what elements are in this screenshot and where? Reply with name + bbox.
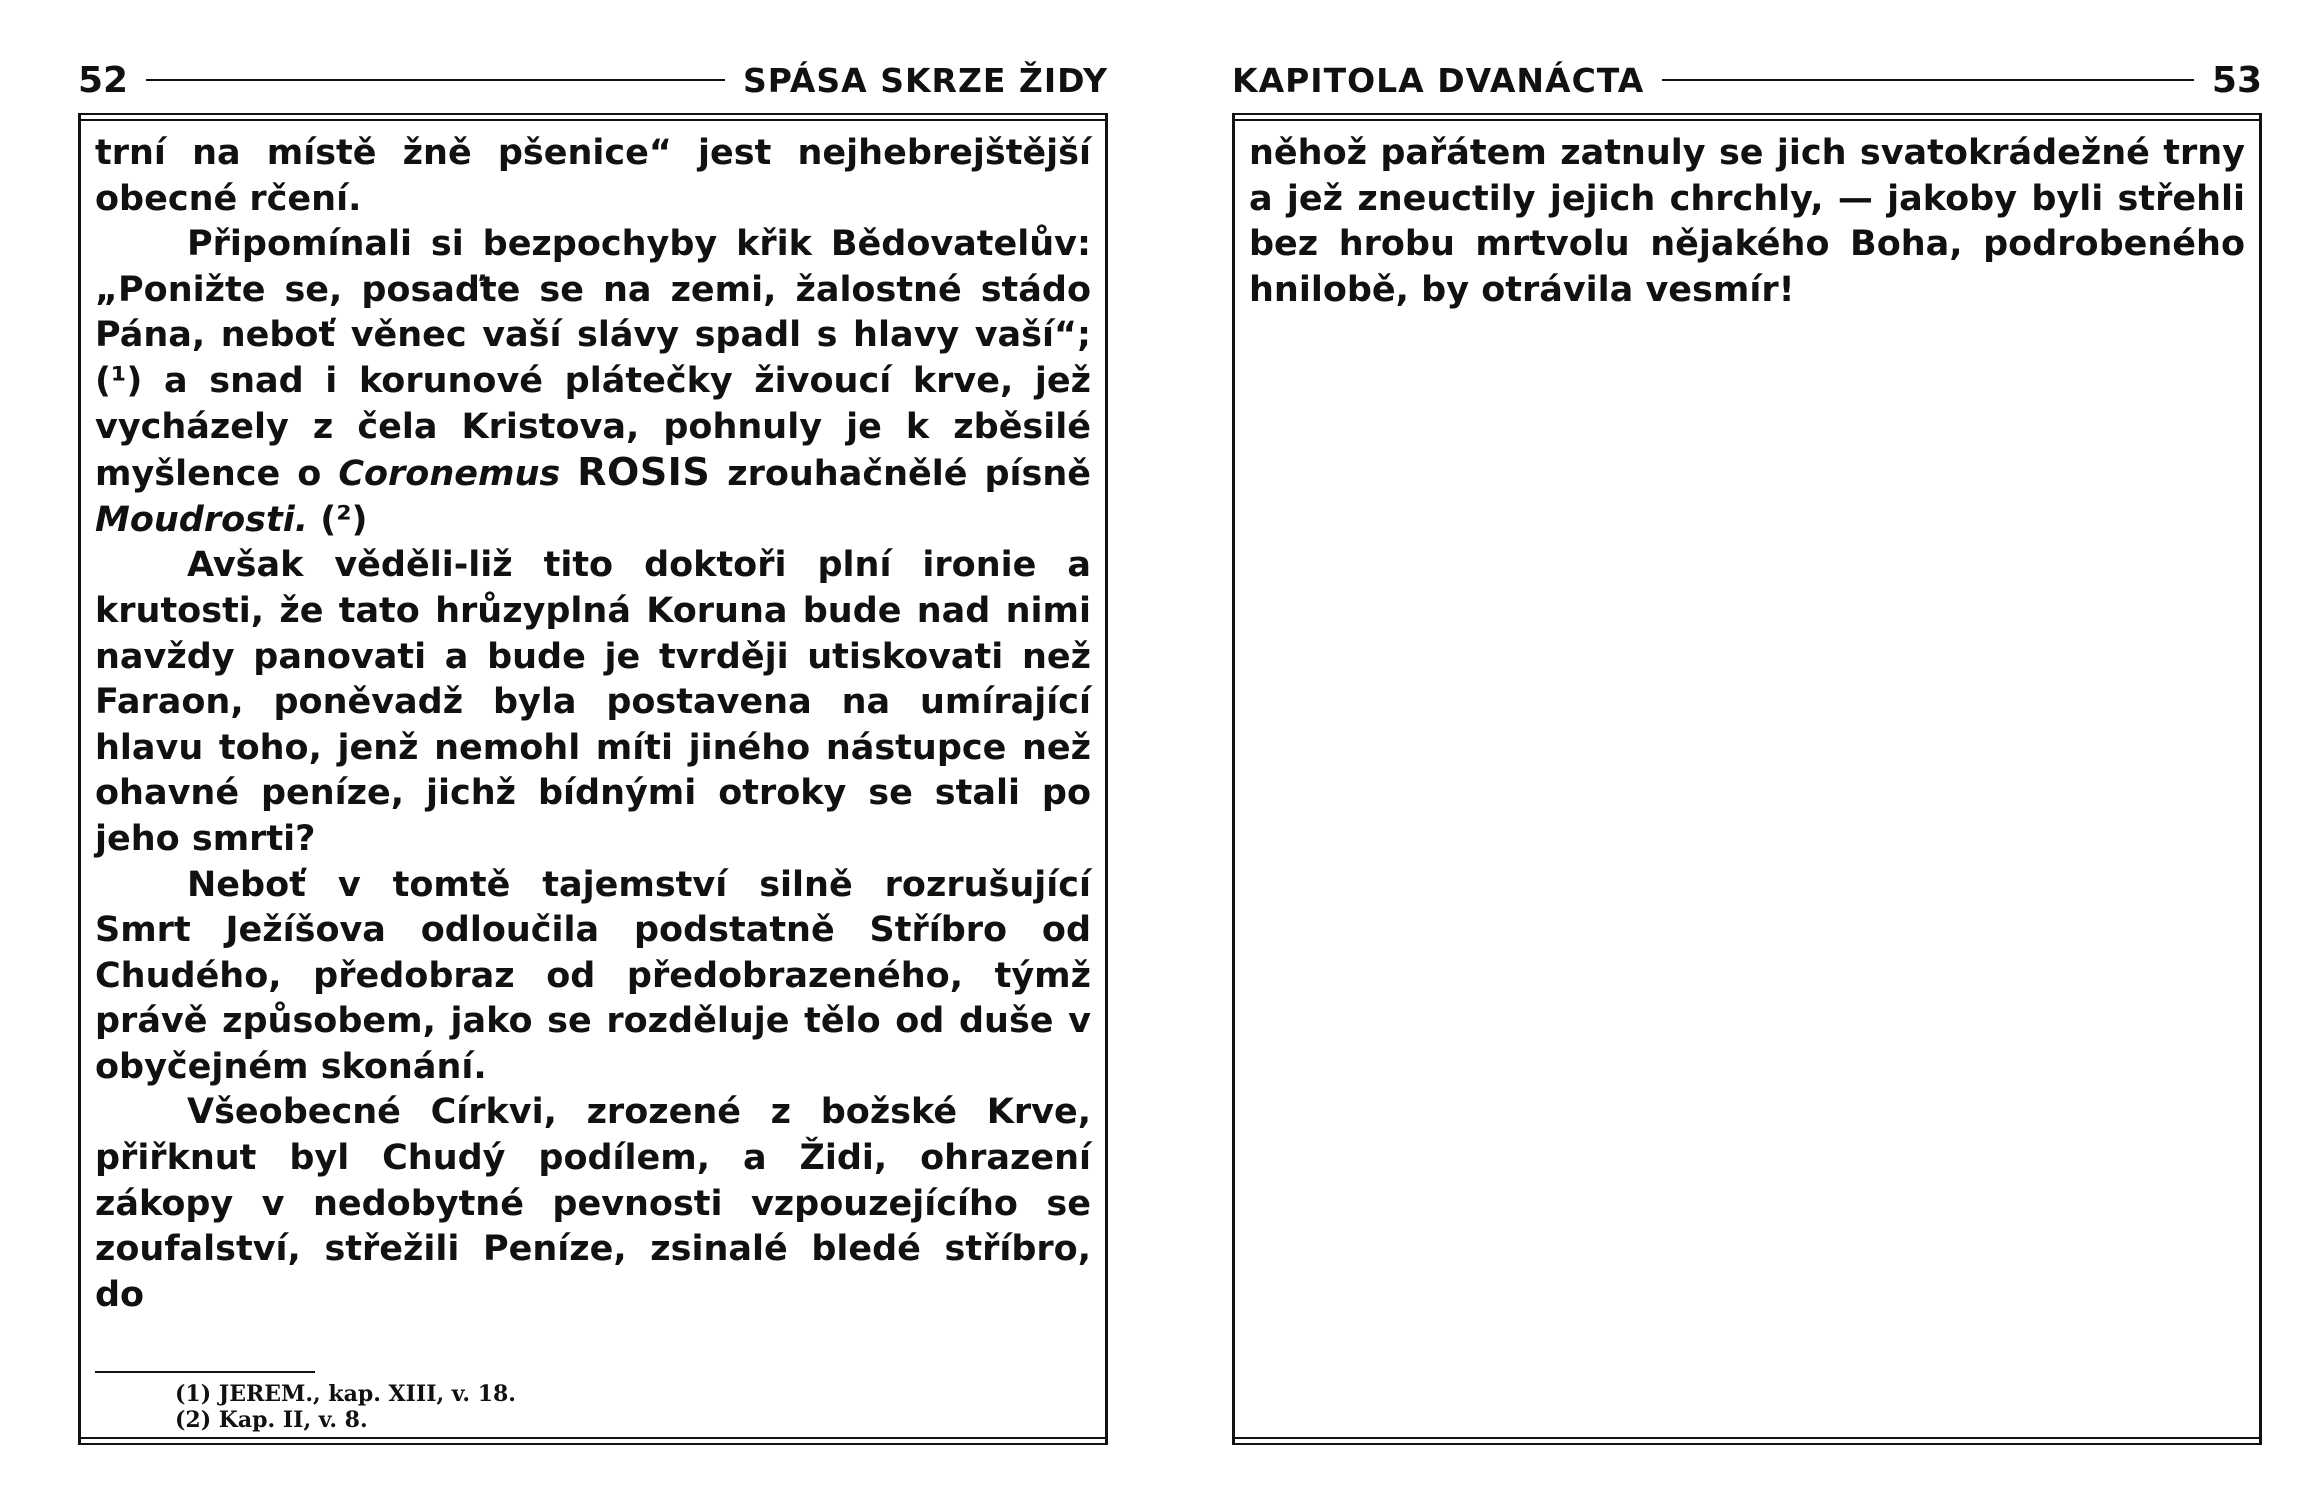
paragraph [95,131,1091,222]
footnotes [175,1381,516,1433]
right-frame-bottom-rule [1235,1437,2259,1445]
text-segment: Avšak věděli-liž tito doktoři plní ironie a krutosti, že tato hrůzyplná Koruna bude nad nimi navždy panovati a bude je tvrději utiskovati než Faraon, poněvadž byla postavena na umírající hlavu toho, jenž nemohl míti jiného nástupce než ohavné peníze, jichž bídnými otroky se stali po jeho smrti? [95,545,1091,859]
text-segment: (²) [308,499,368,540]
footnote-2: (2) Kap. II, v. 8. [175,1407,368,1433]
text-segment [560,454,577,494]
right-page [1232,55,2262,1445]
text-segment: Připomínali si bezpochyby křik Bědovatelův: „Ponižte se, posaďte se na zemi, žalostné stádo Pána, neboť věnec vaší slávy spadl s hlavy vaší“; (¹) a snad i korunové plátečky živoucí krve, jež vycházely z čela Kristova, pohnuly je k zběsilé myšlence o [95,224,1091,495]
right-frame-top-rule [1235,113,2259,121]
text-segment: Neboť v tomtě tajemství silně rozrušující Smrt Ježíšova odloučila podstatně Stříbro od Chudého, předobraz od předobrazeného, týmž právě způsobem, jako se rozděluje tělo od duše v obyčejném skonání. [95,864,1091,1087]
right-page-frame [1232,113,2262,1445]
italic-text: Moudrosti. [95,499,309,540]
paragraph [1249,131,2245,313]
paragraph [95,1090,1091,1318]
caps-text: ROSIS [577,450,711,495]
footnote-rule [95,1371,315,1373]
text-segment: trní na místě žně pšenice“ jest nejhebrejštější obecné rčení. [95,133,1091,219]
left-page-number: 52 [78,59,129,101]
right-header-rule [1662,79,2194,81]
left-page-header [78,55,1108,105]
left-running-title: SPÁSA SKRZE ŽIDY [742,60,1108,100]
right-page-number: 53 [2211,59,2262,101]
text-segment: Všeobecné Církvi, zrozené z božské Krve, přiřknut byl Chudý podílem, a Židi, ohrazení zákopy v nedobytné pevnosti vzpouzejícího se zoufalství, střežili Peníze, zsinalé bledé stříbro, do [95,1092,1091,1315]
right-running-title: KAPITOLA DVANÁCTA [1232,60,1645,100]
paragraph [95,863,1091,1091]
left-header-rule [146,79,725,81]
paragraph [95,543,1091,862]
left-frame-top-rule [81,113,1105,121]
right-page-header [1232,55,2262,105]
left-frame-bottom-rule [81,1437,1105,1445]
footnote-1: (1) JEREM., kap. XIII, v. 18. [175,1381,516,1407]
left-page [78,55,1108,1445]
left-page-frame [78,113,1108,1445]
left-body-text [95,131,1091,1318]
text-segment: něhož pařátem zatnuly se jich svatokrádežné trny a jež zneuctily jejich chrchly, — jakoby byli střehli bez hrobu mrtvolu nějakého Boha, podrobeného hnilobě, by otrávila vesmír! [1249,133,2245,310]
paragraph [95,222,1091,543]
text-segment: zrouhačnělé písně [710,454,1092,495]
italic-text: Coronemus [338,454,561,495]
right-body-text [1249,131,2245,313]
